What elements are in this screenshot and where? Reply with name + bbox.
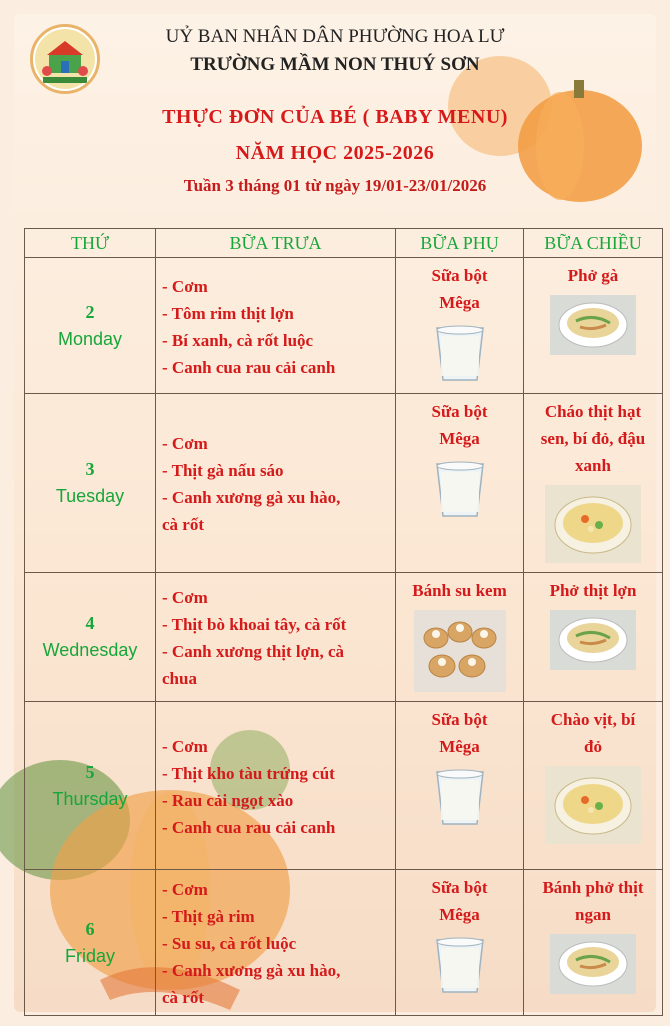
afternoon-cell: [524, 870, 663, 1016]
day-cell: [25, 394, 156, 573]
snack-text: Mêga: [439, 737, 480, 756]
porridge-bowl-icon: [526, 485, 660, 568]
day-name: Friday: [64, 945, 115, 966]
day-cell: [25, 258, 156, 394]
day-number: 3: [85, 459, 95, 479]
lunch-item: - Cơm: [162, 588, 208, 607]
table-header-row: [25, 229, 663, 258]
day-name: Thursday: [52, 788, 128, 809]
snack-cell: [396, 702, 524, 870]
table-row: [25, 394, 663, 573]
noodle-bowl-icon: [526, 295, 660, 360]
afternoon-text: Phở thịt lợn: [549, 581, 637, 600]
day-cell: [25, 702, 156, 870]
afternoon-text: Phở gà: [567, 266, 619, 285]
snack-cell: [396, 573, 524, 702]
lunch-item: - Cơm: [162, 736, 208, 756]
snack-text: Mêga: [439, 429, 480, 448]
header-school: TRƯỜNG MẦM NON THUÝ SƠN: [190, 54, 480, 75]
day-name: Tuesday: [55, 486, 125, 506]
col-header-lunch: BỮA TRƯA: [156, 229, 396, 258]
lunch-item: - Thịt kho tàu trứng cút: [162, 763, 335, 783]
lunch-cell: [156, 573, 396, 702]
header-district: UỶ BAN NHÂN DÂN PHƯỜNG HOA LƯ: [165, 26, 505, 47]
lunch-item: - Cơm: [162, 434, 208, 453]
lunch-item: - Tôm rim thịt lợn: [162, 303, 294, 323]
snack-text: Mêga: [439, 293, 480, 312]
lunch-item: - Rau cải ngọt xào: [162, 790, 294, 810]
lunch-cell: [156, 394, 396, 573]
lunch-item: - Canh cua rau cải canh: [162, 357, 336, 377]
snack-cell: [396, 394, 524, 573]
table-row: [25, 870, 663, 1016]
lunch-item: - Su su, cà rốt luộc: [162, 934, 297, 953]
afternoon-text: sen, bí đỏ, đậu: [540, 429, 646, 448]
afternoon-text: ngan: [575, 905, 611, 924]
snack-text: Sữa bột: [431, 710, 488, 729]
lunch-item: - Thịt gà rim: [162, 907, 255, 926]
lunch-cell: [156, 258, 396, 394]
day-number: 5: [85, 761, 95, 782]
table-row: [25, 573, 663, 702]
menu-table: [24, 228, 663, 1016]
afternoon-text: Chào vịt, bí: [550, 710, 636, 729]
afternoon-cell: [524, 394, 663, 573]
afternoon-text: đỏ: [584, 737, 602, 756]
school-year: NĂM HỌC 2025-2026: [235, 142, 435, 164]
lunch-item: chua: [162, 669, 197, 688]
col-header-snack: BỮA PHỤ: [396, 229, 524, 258]
day-cell: [25, 870, 156, 1016]
milk-glass-icon: [398, 458, 521, 525]
afternoon-cell: [524, 702, 663, 870]
lunch-cell: [156, 870, 396, 1016]
afternoon-text: xanh: [575, 456, 611, 475]
lunch-item: - Canh xương thịt lợn, cà: [162, 642, 345, 661]
porridge-bowl-icon: [526, 766, 660, 849]
snack-text: Sữa bột: [431, 402, 488, 421]
lunch-item: - Canh cua rau cải canh: [162, 817, 336, 837]
day-name: Wednesday: [42, 640, 138, 660]
lunch-item: - Canh xương gà xu hào,: [162, 488, 341, 507]
milk-glass-icon: [398, 322, 521, 389]
cream-puffs-icon: [398, 610, 521, 697]
lunch-item: - Thịt gà nấu sáo: [162, 461, 284, 480]
lunch-item: - Thịt bò khoai tây, cà rốt: [162, 615, 347, 634]
snack-text: Sữa bột: [431, 266, 488, 285]
milk-glass-icon: [398, 934, 521, 1001]
afternoon-cell: [524, 573, 663, 702]
day-name: Monday: [57, 328, 123, 349]
lunch-item: - Bí xanh, cà rốt luộc: [162, 330, 314, 350]
day-number: 6: [85, 918, 95, 939]
snack-cell: [396, 258, 524, 394]
lunch-item: - Cơm: [162, 880, 208, 899]
afternoon-text: Bánh phở thịt: [542, 878, 644, 897]
day-number: 4: [85, 613, 95, 633]
menu-title: THỰC ĐƠN CỦA BÉ ( BABY MENU): [162, 106, 508, 128]
snack-text: Bánh su kem: [412, 581, 507, 600]
snack-text: Mêga: [439, 905, 480, 924]
col-header-day: THỨ: [25, 229, 156, 258]
week-range: Tuần 3 tháng 01 từ ngày 19/01-23/01/2026: [183, 176, 487, 195]
snack-text: Sữa bột: [431, 878, 488, 897]
table-row: [25, 258, 663, 394]
lunch-item: cà rốt: [162, 988, 205, 1007]
col-header-afternoon: BỮA CHIỀU: [524, 229, 663, 258]
noodle-bowl-icon: [526, 610, 660, 675]
afternoon-cell: [524, 258, 663, 394]
lunch-item: cà rốt: [162, 515, 205, 534]
milk-glass-icon: [398, 766, 521, 833]
lunch-item: - Cơm: [162, 276, 208, 296]
table-row: [25, 702, 663, 870]
day-cell: [25, 573, 156, 702]
lunch-cell: [156, 702, 396, 870]
lunch-item: - Canh xương gà xu hào,: [162, 961, 341, 980]
afternoon-text: Cháo thịt hạt: [544, 402, 642, 421]
noodle-bowl-icon: [526, 934, 660, 999]
day-number: 2: [85, 301, 95, 322]
snack-cell: [396, 870, 524, 1016]
